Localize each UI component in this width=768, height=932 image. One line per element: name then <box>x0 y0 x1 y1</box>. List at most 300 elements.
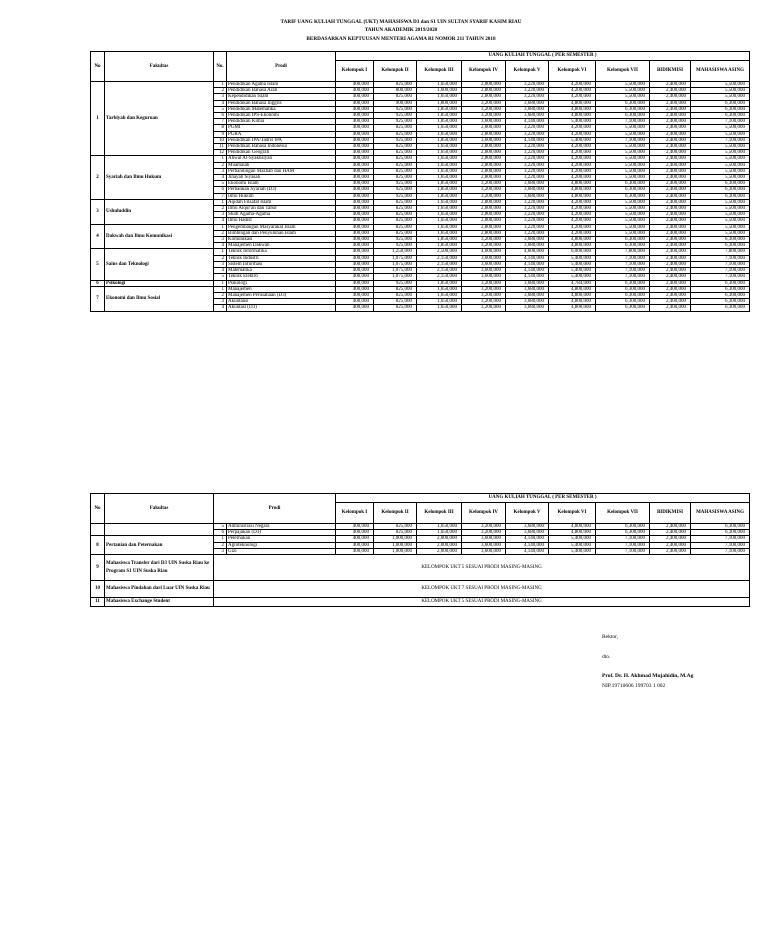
tariff-cell: 3,680,000 <box>506 280 549 286</box>
tariff-cell: 4,140,000 <box>506 137 549 143</box>
tariff-cell: 4,784,000 <box>549 280 596 286</box>
header-col-1: Kelompok I <box>336 503 374 524</box>
tariff-cell: 2,400,000 <box>650 299 691 305</box>
tariff-cell: 2,400,000 <box>650 524 691 530</box>
tariff-cell: 1,650,000 <box>417 305 462 311</box>
faculty-number: 4 <box>91 224 105 249</box>
tariff-cell: 2,800,000 <box>462 168 506 174</box>
prodi-number: 4 <box>214 243 227 249</box>
tariff-cell: 6,300,000 <box>596 113 650 119</box>
prodi-name: Pendidikan Bahasa Indonesia <box>227 144 336 150</box>
tariff-cell: 5,500,000 <box>691 150 750 156</box>
tariff-cell: 7,100,000 <box>691 542 750 548</box>
tariff-cell: 5,500,000 <box>691 230 750 236</box>
tariff-cell: 3,680,000 <box>506 292 549 298</box>
tariff-cell: 3,200,000 <box>462 237 506 243</box>
tariff-cell: 6,300,000 <box>691 286 750 292</box>
tariff-cell: 6,300,000 <box>691 280 750 286</box>
tariff-cell: 7,100,000 <box>596 261 650 267</box>
prodi-number: 5 <box>214 181 227 187</box>
prodi-number: 3 <box>214 237 227 243</box>
tariff-cell: 4,200,000 <box>549 156 596 162</box>
tariff-cell: 2,400,000 <box>650 230 691 236</box>
tariff-cell: 5,500,000 <box>691 156 750 162</box>
tariff-cell: 4,800,000 <box>549 113 596 119</box>
faculty-number: 7 <box>91 286 105 311</box>
prodi-name: Kependidikan Islam <box>227 94 336 100</box>
tariff-cell: 6,300,000 <box>596 292 650 298</box>
tariff-cell: 400,000 <box>336 150 374 156</box>
tariff-cell: 400,000 <box>336 299 374 305</box>
prodi-name: Pendidikan Bahasa Inggris <box>227 100 336 106</box>
tariff-cell: 6,300,000 <box>691 100 750 106</box>
tariff-cell: 5,500,000 <box>596 94 650 100</box>
tariff-cell: 2,000,000 <box>417 548 462 554</box>
tariff-cell: 2,400,000 <box>650 162 691 168</box>
tariff-cell: 4,200,000 <box>549 218 596 224</box>
prodi-number: 7 <box>214 119 227 125</box>
tariff-cell: 6,300,000 <box>596 286 650 292</box>
prodi-number: 1 <box>214 224 227 230</box>
tariff-cell: 2,400,000 <box>650 212 691 218</box>
tariff-cell: 6,300,000 <box>691 106 750 112</box>
prodi-name: Sistem Informasi <box>227 261 336 267</box>
tariff-cell: 2,800,000 <box>462 125 506 131</box>
tariff-cell: 3,220,000 <box>506 218 549 224</box>
tariff-cell: 1,000,000 <box>374 542 417 548</box>
tariff-cell: 7,100,000 <box>691 119 750 125</box>
tariff-cell: 800,000 <box>374 88 417 94</box>
tariff-cell: 1,650,000 <box>417 131 462 137</box>
tariff-cell: 400,000 <box>336 274 374 280</box>
tariff-cell: 2,800,000 <box>462 156 506 162</box>
tariff-cell: 6,300,000 <box>691 292 750 298</box>
tariff-cell: 825,000 <box>374 299 417 305</box>
tariff-cell: 400,000 <box>336 88 374 94</box>
header-col-1: Kelompok I <box>336 61 374 82</box>
tariff-cell: 6,300,000 <box>596 299 650 305</box>
signature-dto: dto. <box>602 654 611 660</box>
tariff-cell: 5,500,000 <box>596 162 650 168</box>
prodi-number: 1 <box>214 536 227 542</box>
tariff-cell: 4,140,000 <box>506 268 549 274</box>
tariff-cell: 4,140,000 <box>506 119 549 125</box>
tariff-cell: 5,400,000 <box>549 548 596 554</box>
prodi-name: Perpajakan (D3) <box>227 530 336 536</box>
prodi-name: Teknik Informatika <box>227 249 336 255</box>
tariff-cell: 400,000 <box>336 218 374 224</box>
tariff-cell: 3,600,000 <box>462 536 506 542</box>
tariff-cell: 2,400,000 <box>650 175 691 181</box>
tariff-cell: 3,220,000 <box>506 156 549 162</box>
tariff-cell: 6,300,000 <box>691 524 750 530</box>
tariff-cell: 3,220,000 <box>506 150 549 156</box>
tariff-cell: 1,850,000 <box>417 119 462 125</box>
tariff-cell: 825,000 <box>374 224 417 230</box>
tariff-cell: 1,800,000 <box>417 100 462 106</box>
tariff-cell: 1,075,000 <box>374 274 417 280</box>
tariff-cell: 400,000 <box>336 206 374 212</box>
prodi-number: 5 <box>214 106 227 112</box>
tariff-cell: 2,800,000 <box>462 131 506 137</box>
tariff-cell: 2,400,000 <box>650 168 691 174</box>
tariff-cell: 2,400,000 <box>650 106 691 112</box>
prodi-name: Pendidikan Geografi <box>227 150 336 156</box>
prodi-number: 2 <box>214 542 227 548</box>
header-nos: No. <box>214 52 227 82</box>
tariff-cell: 1,850,000 <box>417 137 462 143</box>
tariff-cell: 2,500,000 <box>417 249 462 255</box>
tariff-cell: 4,200,000 <box>549 175 596 181</box>
tariff-cell: 4,600,000 <box>506 249 549 255</box>
tariff-cell: 925,000 <box>374 119 417 125</box>
tariff-cell: 3,220,000 <box>506 162 549 168</box>
tariff-cell: 825,000 <box>374 230 417 236</box>
tariff-cell: 4,800,000 <box>549 243 596 249</box>
tariff-cell: 7,100,000 <box>596 536 650 542</box>
tariff-cell: 2,400,000 <box>650 181 691 187</box>
tariff-cell: 3,600,000 <box>462 274 506 280</box>
prodi-number: 3 <box>214 212 227 218</box>
tariff-cell: 2,400,000 <box>650 243 691 249</box>
note-row <box>91 581 750 598</box>
tariff-cell: 5,400,000 <box>549 268 596 274</box>
header-col-6: Kelompok VI <box>549 503 596 524</box>
faculty-name: Dakwah dan Ilmu Komunikasi <box>105 224 214 249</box>
prodi-name: Matematika <box>227 268 336 274</box>
tariff-cell: 6,300,000 <box>596 181 650 187</box>
tariff-cell: 7,100,000 <box>691 261 750 267</box>
header-col-2: Kelompok II <box>374 503 417 524</box>
prodi-name: Ilmu Hukum <box>227 193 336 199</box>
tariff-cell: 5,400,000 <box>549 119 596 125</box>
tariff-cell: 3,600,000 <box>462 255 506 261</box>
tariff-cell: 1,850,000 <box>417 243 462 249</box>
tariff-cell: 2,400,000 <box>650 224 691 230</box>
prodi-number: 1 <box>214 156 227 162</box>
tariff-cell: 4,200,000 <box>549 212 596 218</box>
tariff-cell: 2,400,000 <box>650 94 691 100</box>
prodi-number: 1 <box>214 280 227 286</box>
tariff-cell: 400,000 <box>336 193 374 199</box>
tariff-cell: 1,650,000 <box>417 150 462 156</box>
tariff-cell: 3,200,000 <box>462 106 506 112</box>
note-label: Mahasiswa Exchange Student <box>105 598 214 607</box>
tariff-cell: 3,680,000 <box>506 187 549 193</box>
tariff-cell: 2,150,000 <box>417 261 462 267</box>
signature-nip: NIP.19710606 199703 1 002 <box>602 683 666 689</box>
prodi-number: 6 <box>214 113 227 119</box>
tariff-cell: 1,650,000 <box>417 168 462 174</box>
tariff-cell: 5,500,000 <box>691 144 750 150</box>
tariff-cell: 3,200,000 <box>462 305 506 311</box>
tariff-cell: 1,650,000 <box>417 175 462 181</box>
tariff-cell: 2,800,000 <box>462 150 506 156</box>
tariff-cell: 5,400,000 <box>549 255 596 261</box>
tariff-cell: 2,400,000 <box>650 187 691 193</box>
tariff-cell: 825,000 <box>374 144 417 150</box>
tariff-cell: 825,000 <box>374 530 417 536</box>
tariff-cell: 1,850,000 <box>417 181 462 187</box>
tariff-cell: 1,000,000 <box>374 548 417 554</box>
tariff-cell: 2,800,000 <box>462 144 506 150</box>
tariff-cell: 3,220,000 <box>506 175 549 181</box>
tariff-cell: 5,500,000 <box>596 144 650 150</box>
tariff-cell: 4,800,000 <box>549 530 596 536</box>
tariff-cell: 5,500,000 <box>596 218 650 224</box>
tariff-cell: 2,400,000 <box>650 193 691 199</box>
tariff-cell: 4,200,000 <box>549 82 596 88</box>
tariff-cell: 3,600,000 <box>462 137 506 143</box>
tariff-cell: 4,140,000 <box>506 274 549 280</box>
tariff-cell: 400,000 <box>336 268 374 274</box>
tariff-cell: 3,220,000 <box>506 88 549 94</box>
tariff-cell: 4,200,000 <box>549 206 596 212</box>
tariff-cell: 4,200,000 <box>549 150 596 156</box>
note-row <box>91 555 750 581</box>
tariff-cell: 400,000 <box>336 82 374 88</box>
tariff-cell: 4,200,000 <box>549 144 596 150</box>
tariff-cell: 2,400,000 <box>650 206 691 212</box>
tariff-cell: 3,200,000 <box>462 243 506 249</box>
faculty-name: Ekonomi dan Ilmu Sosial <box>105 286 214 311</box>
tariff-cell: 5,500,000 <box>691 224 750 230</box>
prodi-name: Pendidikan IPA/Tadris IPA <box>227 137 336 143</box>
faculty-number: 1 <box>91 82 105 156</box>
tariff-cell: 2,400,000 <box>650 548 691 554</box>
tariff-cell: 2,800,000 <box>462 230 506 236</box>
tariff-cell: 4,200,000 <box>549 131 596 137</box>
tariff-cell: 3,680,000 <box>506 106 549 112</box>
tariff-cell: 5,500,000 <box>691 168 750 174</box>
note-number: 11 <box>91 598 105 607</box>
header-fakultas: Fakultas <box>105 52 214 82</box>
tariff-cell: 1,650,000 <box>417 218 462 224</box>
tariff-cell: 5,500,000 <box>691 199 750 205</box>
tariff-cell: 1,650,000 <box>417 144 462 150</box>
tariff-cell: 400,000 <box>336 119 374 125</box>
tariff-cell: 400,000 <box>336 548 374 554</box>
tariff-cell: 7,100,000 <box>691 536 750 542</box>
tariff-cell: 4,140,000 <box>506 548 549 554</box>
prodi-name: Manajemen Dakwah <box>227 243 336 249</box>
tariff-cell: 3,200,000 <box>462 299 506 305</box>
tariff-cell: 1,850,000 <box>417 193 462 199</box>
tariff-cell: 3,680,000 <box>506 243 549 249</box>
tariff-cell: 3,600,000 <box>462 548 506 554</box>
tariff-cell: 5,500,000 <box>596 224 650 230</box>
header-col-9: MAHASISWA ASING <box>691 503 750 524</box>
tariff-cell: 3,220,000 <box>506 125 549 131</box>
tariff-cell: 2,400,000 <box>650 237 691 243</box>
tariff-cell: 2,400,000 <box>650 249 691 255</box>
faculty-name-continued <box>105 524 214 536</box>
tariff-cell: 2,800,000 <box>462 206 506 212</box>
prodi-number: 3 <box>214 94 227 100</box>
tariff-cell: 5,500,000 <box>596 230 650 236</box>
tariff-cell: 6,300,000 <box>596 243 650 249</box>
tariff-cell: 1,850,000 <box>417 113 462 119</box>
tariff-cell: 2,400,000 <box>650 119 691 125</box>
tariff-cell: 2,400,000 <box>650 113 691 119</box>
header-col-5: Kelompok V <box>506 61 549 82</box>
header-col-6: Kelompok VI <box>549 61 596 82</box>
tariff-cell: 2,400,000 <box>650 255 691 261</box>
tariff-cell: 400,000 <box>336 243 374 249</box>
prodi-name: Agroteknologi <box>227 542 336 548</box>
tariff-cell: 4,200,000 <box>549 224 596 230</box>
tariff-cell: 825,000 <box>374 131 417 137</box>
faculty-name: Ushuluddin <box>105 199 214 224</box>
tariff-cell: 3,220,000 <box>506 230 549 236</box>
tariff-cell: 1,650,000 <box>417 292 462 298</box>
tariff-cell: 7,100,000 <box>596 542 650 548</box>
tariff-cell: 3,200,000 <box>462 286 506 292</box>
tariff-cell: 3,220,000 <box>506 168 549 174</box>
faculty-name: Tarbiyah dan Keguruan <box>105 82 214 156</box>
prodi-name: Pendidikan Matematika <box>227 106 336 112</box>
tariff-cell: 3,220,000 <box>506 94 549 100</box>
tariff-cell: 3,200,000 <box>462 292 506 298</box>
tariff-cell: 7,800,000 <box>596 249 650 255</box>
tariff-cell: 925,000 <box>374 280 417 286</box>
tariff-cell: 7,100,000 <box>691 268 750 274</box>
tariff-cell: 400,000 <box>336 125 374 131</box>
header-no: No <box>91 494 105 524</box>
tariff-cell: 4,800,000 <box>549 305 596 311</box>
tariff-cell: 5,500,000 <box>596 175 650 181</box>
tariff-cell: 2,400,000 <box>650 305 691 311</box>
tariff-cell: 5,400,000 <box>549 274 596 280</box>
tariff-cell: 7,100,000 <box>596 268 650 274</box>
tariff-cell: 925,000 <box>374 187 417 193</box>
prodi-name: Ekonomi Islam <box>227 181 336 187</box>
tariff-cell: 400,000 <box>336 230 374 236</box>
tariff-cell: 1,075,000 <box>374 268 417 274</box>
prodi-name: Psikologi <box>227 280 336 286</box>
tariff-cell: 1,850,000 <box>417 187 462 193</box>
tariff-cell: 7,100,000 <box>691 137 750 143</box>
prodi-name: Gizi <box>227 548 336 554</box>
prodi-name: Ahwal Al-Syakhsiyah <box>227 156 336 162</box>
tariff-cell: 4,800,000 <box>549 106 596 112</box>
tariff-cell: 2,800,000 <box>462 94 506 100</box>
tariff-cell: 2,400,000 <box>650 100 691 106</box>
tariff-cell: 2,400,000 <box>650 261 691 267</box>
tariff-cell: 400,000 <box>336 249 374 255</box>
prodi-name: Jinayah Siyasah <box>227 175 336 181</box>
tariff-cell: 6,300,000 <box>691 299 750 305</box>
prodi-number: 3 <box>214 299 227 305</box>
tariff-cell: 2,400,000 <box>650 125 691 131</box>
tariff-cell: 825,000 <box>374 524 417 530</box>
prodi-number: 6 <box>214 187 227 193</box>
tariff-cell: 6,300,000 <box>596 305 650 311</box>
tariff-cell: 4,800,000 <box>549 181 596 187</box>
prodi-number: 4 <box>214 218 227 224</box>
tariff-cell: 3,220,000 <box>506 206 549 212</box>
tariff-cell: 1,600,000 <box>417 88 462 94</box>
tariff-cell: 4,800,000 <box>549 286 596 292</box>
tariff-cell: 2,800,000 <box>462 82 506 88</box>
tariff-cell: 4,000,000 <box>462 249 506 255</box>
tariff-cell: 3,600,000 <box>462 119 506 125</box>
tariff-cell: 2,150,000 <box>417 274 462 280</box>
tariff-cell: 2,000,000 <box>417 536 462 542</box>
tariff-cell: 3,680,000 <box>506 524 549 530</box>
tariff-cell: 400,000 <box>336 181 374 187</box>
prodi-number: 5 <box>214 524 227 530</box>
tariff-cell: 7,100,000 <box>691 548 750 554</box>
tariff-cell: 1,650,000 <box>417 162 462 168</box>
tariff-cell: 3,220,000 <box>506 212 549 218</box>
prodi-number: 5 <box>214 274 227 280</box>
tariff-cell: 1,075,000 <box>374 261 417 267</box>
tariff-cell: 2,400,000 <box>650 88 691 94</box>
prodi-number: 10 <box>214 137 227 143</box>
tariff-cell: 400,000 <box>336 144 374 150</box>
tariff-cell: 2,400,000 <box>650 274 691 280</box>
header-ukt-group: UANG KULIAH TUNGGAL ( PER SEMESTER ) <box>336 52 750 61</box>
faculty-name: Psikologi <box>105 280 214 286</box>
tariff-cell: 5,500,000 <box>691 175 750 181</box>
tariff-cell: 3,680,000 <box>506 286 549 292</box>
tariff-cell: 6,300,000 <box>691 237 750 243</box>
note-label: Mahasiswa Pindahan dari Luar UIN Suska Riau <box>105 581 214 598</box>
tariff-cell: 2,800,000 <box>462 224 506 230</box>
prodi-name: PGRA <box>227 131 336 137</box>
tariff-cell: 3,680,000 <box>506 305 549 311</box>
header-col-7: Kelompok VII <box>596 503 650 524</box>
prodi-name: Peternakan <box>227 536 336 542</box>
tariff-cell: 3,600,000 <box>462 268 506 274</box>
tariff-cell: 400,000 <box>336 255 374 261</box>
prodi-number: 2 <box>214 88 227 94</box>
prodi-name: Pengembangan Masyarakat Islam <box>227 224 336 230</box>
tariff-cell: 3,680,000 <box>506 181 549 187</box>
tariff-cell: 6,300,000 <box>691 193 750 199</box>
prodi-number: 11 <box>214 144 227 150</box>
tariff-cell: 925,000 <box>374 137 417 143</box>
tariff-cell: 825,000 <box>374 82 417 88</box>
prodi-number: 4 <box>214 100 227 106</box>
ukt-table-2 <box>90 493 750 607</box>
prodi-number: 8 <box>214 125 227 131</box>
tariff-cell: 1,650,000 <box>417 530 462 536</box>
header-col-4: Kelompok IV <box>462 503 506 524</box>
tariff-cell: 2,400,000 <box>650 280 691 286</box>
tariff-cell: 825,000 <box>374 212 417 218</box>
tariff-cell: 6,300,000 <box>596 237 650 243</box>
tariff-cell: 5,500,000 <box>596 150 650 156</box>
tariff-cell: 825,000 <box>374 125 417 131</box>
prodi-name: PGMI <box>227 125 336 131</box>
prodi-name: Administrasi Negara <box>227 524 336 530</box>
tariff-cell: 4,200,000 <box>549 125 596 131</box>
faculty-number: 8 <box>91 536 105 555</box>
tariff-cell: 4,800,000 <box>549 193 596 199</box>
prodi-name: Pendidikan Kimia <box>227 119 336 125</box>
tariff-cell: 2,400,000 <box>650 286 691 292</box>
prodi-name: Pendidikan IPS-Ekonomi <box>227 113 336 119</box>
tariff-cell: 4,200,000 <box>549 88 596 94</box>
prodi-number: 2 <box>214 292 227 298</box>
header-prodi: Prodi <box>214 494 336 524</box>
prodi-number: 1 <box>214 199 227 205</box>
faculty-number: 3 <box>91 199 105 224</box>
tariff-cell: 1,850,000 <box>417 106 462 112</box>
tariff-cell: 3,680,000 <box>506 530 549 536</box>
